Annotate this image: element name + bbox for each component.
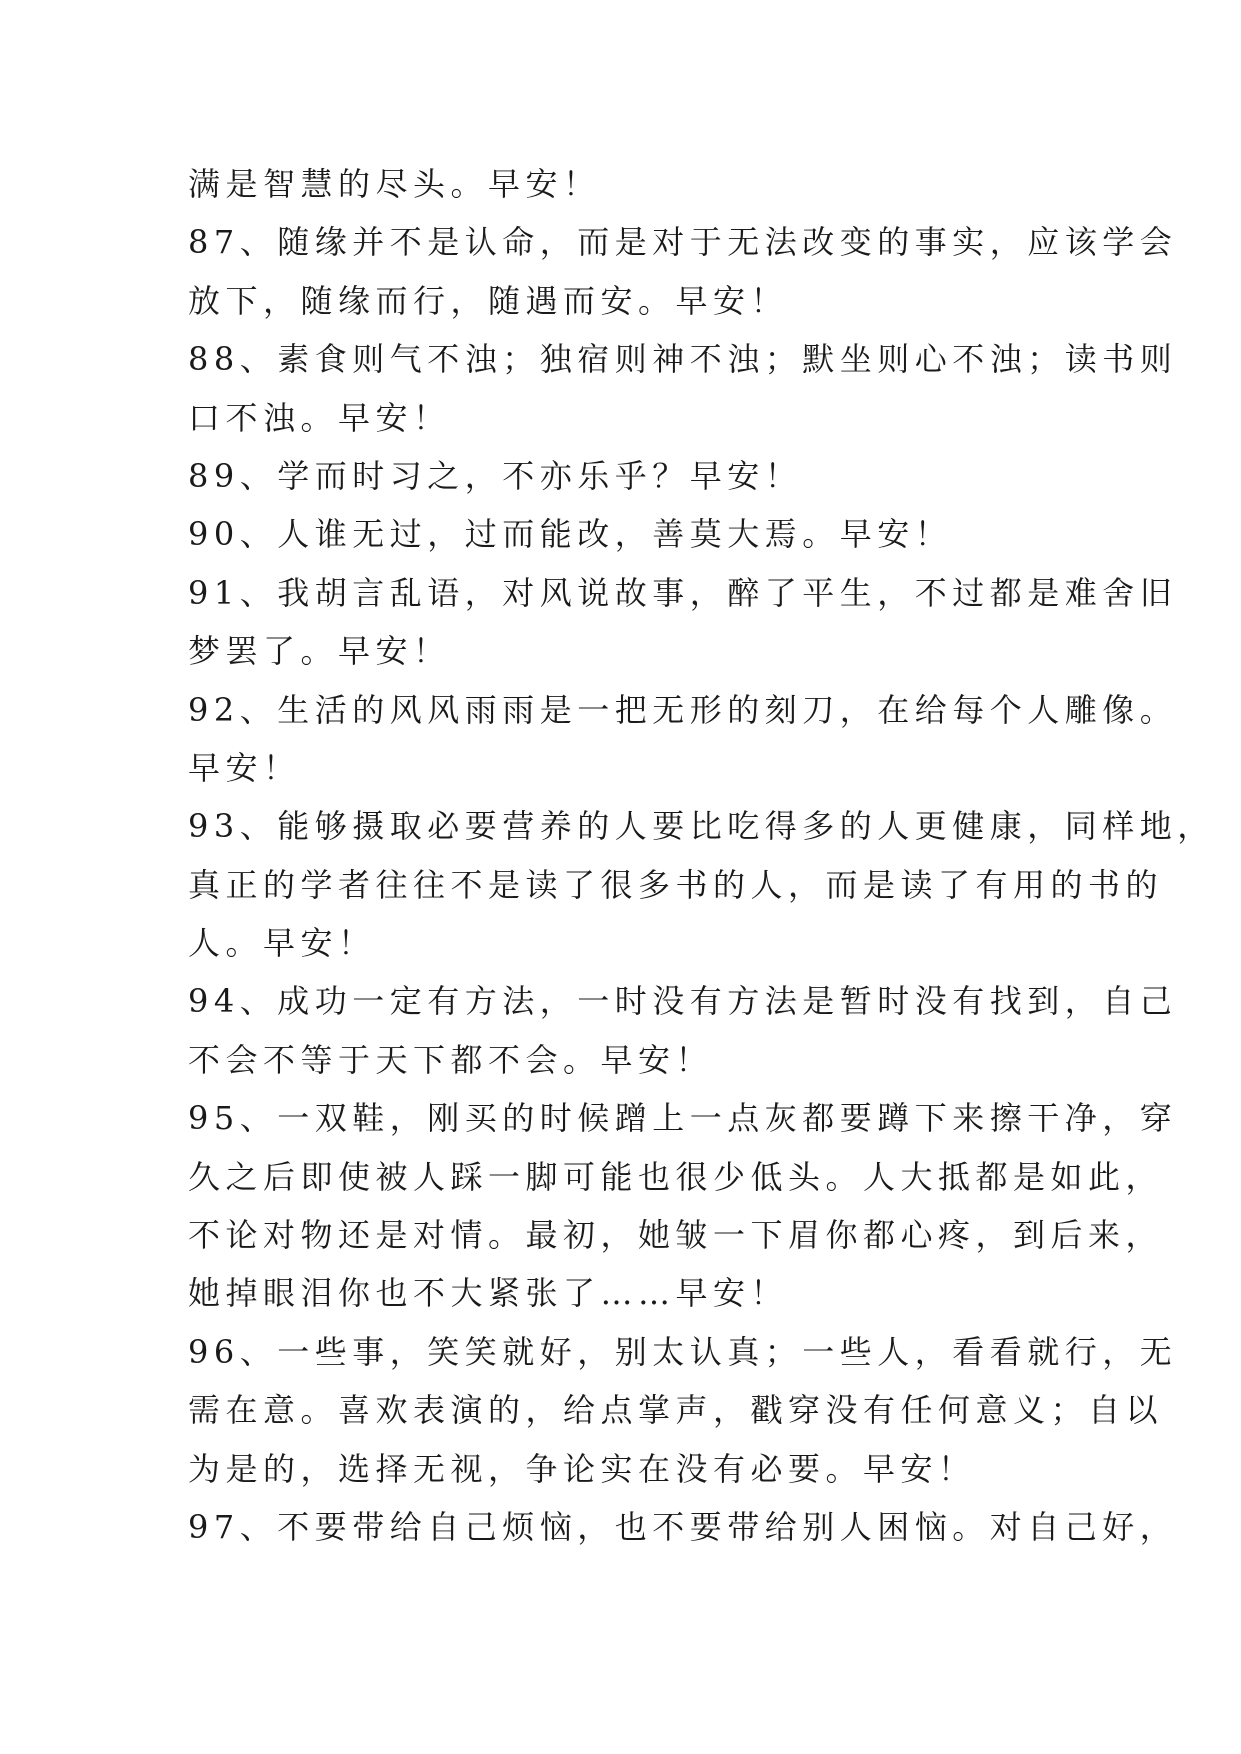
text-line: 97、不要带给自己烦恼，也不要带给别人困恼。对自己好， <box>188 1507 1178 1546</box>
text-line: 久之后即使被人踩一脚可能也很少低头。人大抵都是如此， <box>188 1157 1164 1196</box>
text-line: 需在意。喜欢表演的，给点掌声，戳穿没有任何意义；自以 <box>188 1391 1164 1430</box>
document-body <box>188 155 1215 1556</box>
text-line: 真正的学者往往不是读了很多书的人，而是读了有用的书的 <box>188 865 1164 904</box>
text-line: 人。早安！ <box>188 924 376 963</box>
text-line: 92、生活的风风雨雨是一把无形的刻刀，在给每个人雕像。 <box>188 690 1178 729</box>
text-line: 88、素食则气不浊；独宿则神不浊；默坐则心不浊；读书则 <box>188 340 1178 379</box>
text-line: 为是的，选择无视，争论实在没有必要。早安！ <box>188 1449 976 1488</box>
text-line: 89、学而时习之，不亦乐乎？早安！ <box>188 456 803 495</box>
text-line: 早安！ <box>188 748 301 787</box>
text-line: 91、我胡言乱语，对风说故事，醉了平生，不过都是难舍旧 <box>188 573 1178 612</box>
text-line: 不论对物还是对情。最初，她皱一下眉你都心疼，到后来， <box>188 1216 1164 1255</box>
text-line: 87、随缘并不是认命，而是对于无法改变的事实，应该学会 <box>188 223 1178 262</box>
text-line: 口不浊。早安！ <box>188 398 451 437</box>
text-line: 94、成功一定有方法，一时没有方法是暂时没有找到，自己 <box>188 982 1178 1021</box>
text-line: 满是智慧的尽头。早安！ <box>188 165 601 203</box>
text-line: 96、一些事，笑笑就好，别太认真；一些人，看看就行，无 <box>188 1332 1178 1371</box>
text-line: 不会不等于天下都不会。早安！ <box>188 1040 714 1079</box>
text-line: 放下，随缘而行，随遇而安。早安！ <box>188 281 789 320</box>
text-line: 梦罢了。早安！ <box>188 632 451 671</box>
text-line: 90、人谁无过，过而能改，善莫大焉。早安！ <box>188 515 953 554</box>
text-line: 95、一双鞋，刚买的时候蹭上一点灰都要蹲下来擦干净，穿 <box>188 1099 1178 1138</box>
text-line: 她掉眼泪你也不大紧张了……早安！ <box>188 1274 789 1313</box>
text-line: 93、能够摄取必要营养的人要比吃得多的人更健康，同样地， <box>188 807 1215 846</box>
